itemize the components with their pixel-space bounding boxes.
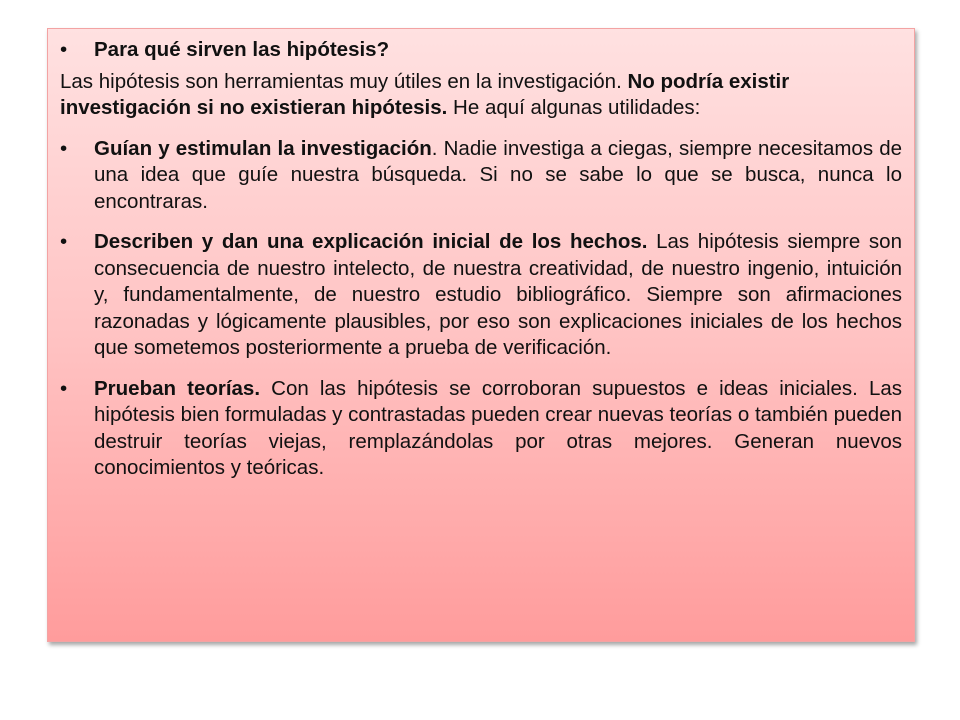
item-text: . Nadie investiga a ciegas, siempre necesitamos de una idea que guíe nuestra búsqueda. Si no se sabe lo que se busca, nunca lo encontraras. xyxy=(94,136,902,213)
heading-text: Para qué sirven las hipótesis? xyxy=(94,38,390,61)
bullet-icon: • xyxy=(60,38,68,61)
intro-text-2: He aquí algunas utilidades: xyxy=(447,96,701,119)
bullet-icon: • xyxy=(60,136,68,160)
item-bold-text: Describen y dan una explicación inicial de los hechos. xyxy=(94,230,648,253)
item-text: Las hipótesis siempre son consecuencia de nuestro intelecto, de nuestra creatividad, de nuestro ingenio, intuición y, fundamentalmente, de nuestro estudio bibliográfico. Siempre son afirmaciones razonadas y lógicamente plausibles, por eso son explicaciones iniciales de los hechos que sometemos posteriormente a prueba de verificación. xyxy=(94,230,902,359)
intro-text-1: Las hipótesis son herramientas muy útiles en la investigación. xyxy=(60,69,628,93)
item-bold-text: Prueban teorías. xyxy=(94,376,261,400)
heading-row xyxy=(60,37,902,64)
intro-paragraph xyxy=(60,69,902,122)
list-item xyxy=(60,229,902,362)
list-item xyxy=(60,376,902,482)
bullet-icon: • xyxy=(60,376,68,400)
intro-bold-text: No podría existir investigación si no existieran hipótesis. xyxy=(60,69,790,119)
list-item xyxy=(60,136,902,216)
bullet-icon: • xyxy=(60,230,68,253)
item-text: Con las hipótesis se corroboran supuestos e ideas iniciales. Las hipótesis bien formuladas y contrastadas pueden crear nuevas teorías o también pueden destruir teorías viejas, remplazándolas por otras mejores. Generan nuevos conocimientos y teóricas. xyxy=(94,376,903,479)
content-textbox xyxy=(47,28,915,642)
item-bold-text: Guían y estimulan la investigación xyxy=(94,136,432,160)
